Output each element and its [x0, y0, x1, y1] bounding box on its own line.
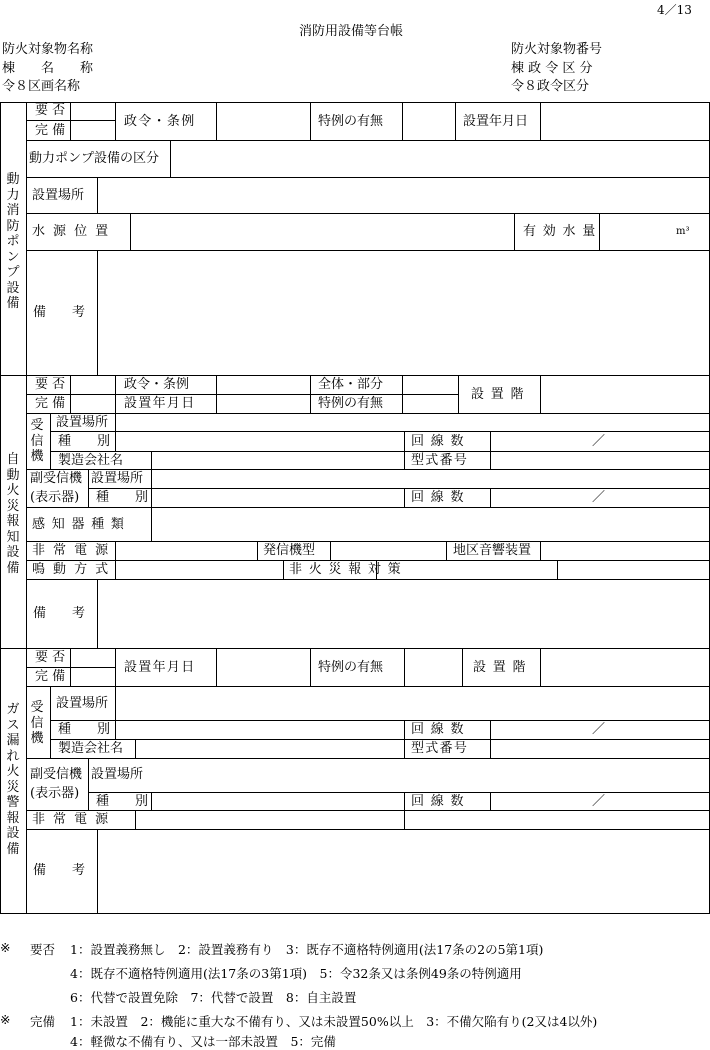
gas-sub-display-label: (表示器)	[30, 786, 80, 801]
note-yohi-line-2: 4：既存不適格特例適用(法17条の3第1項) 5：令32条又は条例49条の特例適用	[70, 966, 522, 981]
pump-kubun-label: 動力ポンプ設備の区分	[29, 151, 160, 166]
fa-zentai-label: 全体・部分	[318, 377, 384, 392]
label-building-name: 防火対象物名称	[2, 42, 94, 57]
gas-maker-label: 製造会社名	[58, 741, 124, 756]
gas-sub-receiver-label: 副受信機	[30, 767, 83, 782]
label-rei8-division: 令８政令区分	[511, 79, 590, 94]
gas-tokurei-label: 特例の有無	[318, 660, 384, 675]
fa-kanchi-label: 感 知 器 種 類	[32, 517, 126, 532]
fa-sub-display-label: (表示器)	[30, 490, 80, 505]
note-mark-yohi: ※	[0, 940, 11, 955]
fa-hijo-label: 非 常 電 源	[32, 543, 111, 558]
fa-biko-label: 備 考	[33, 606, 86, 621]
fa-tokurei-label: 特例の有無	[318, 396, 384, 411]
pump-setchi-date-label: 設置年月日	[463, 114, 529, 129]
page-title: 消防用設備等台帳	[299, 24, 404, 39]
fa-yohi-label: 要 否	[35, 377, 66, 392]
gas-sub-kaisen-label: 回 線 数	[411, 794, 465, 809]
fa-maker-label: 製造会社名	[58, 453, 124, 468]
fa-basho-label: 設置場所	[56, 415, 109, 430]
gas-biko-label: 備 考	[33, 863, 86, 878]
label-building-number: 防火対象物番号	[511, 42, 603, 57]
gas-setchi-date-label: 設置年月日	[124, 660, 196, 675]
fa-shubetsu-label: 種 別	[58, 434, 111, 449]
fa-meido-label: 鳴 動 方 式	[32, 562, 111, 577]
pump-tokurei-label: 特例の有無	[318, 114, 384, 129]
fa-hikasai-label: 非 火 災 報 対 策	[289, 562, 402, 577]
note-mark-kanbi: ※	[0, 1012, 11, 1027]
fa-kaisen-label: 回 線 数	[411, 434, 465, 449]
pump-biko-label: 備 考	[33, 305, 86, 320]
fa-jushinki-label: 受信機	[30, 418, 44, 464]
pump-suigen-label: 水 源 位 置	[32, 224, 111, 239]
fa-sub-kaisen-label: 回 線 数	[411, 490, 465, 505]
note-yohi-label: 要否	[30, 942, 56, 957]
section-label-fire-alarm: 自動火災報知設備	[6, 452, 20, 576]
gas-kanbi-label: 完 備	[35, 669, 66, 684]
fa-katashiki-label: 型式番号	[411, 453, 469, 468]
note-yohi-line-1: 1：設置義務無し 2：設置義務有り 3：既存不適格特例適用(法17条の2の5第1項)	[70, 942, 544, 957]
pump-seirei-label: 政令・条例	[124, 114, 196, 129]
note-kanbi-line-2: 4：軽微な不備有り、又は一部未設置 5：完備	[70, 1034, 336, 1049]
fa-kaisen-slash: ／	[592, 434, 606, 449]
pump-yohi-label: 要 否	[35, 103, 66, 118]
section-label-gas-leak: ガス漏れ火災警報設備	[6, 702, 20, 857]
gas-kaisen-slash: ／	[592, 722, 606, 737]
gas-basho-label: 設置場所	[56, 696, 109, 711]
pump-basho-label: 設置場所	[32, 188, 85, 203]
gas-kaisen-label: 回 線 数	[411, 722, 465, 737]
gas-hijo-label: 非 常 電 源	[32, 812, 111, 827]
fa-sub-kaisen-slash: ／	[592, 490, 606, 505]
fa-hasshin-label: 発信機型	[263, 543, 316, 558]
note-yohi-line-3: 6：代替で設置免除 7：代替で設置 8：自主設置	[70, 990, 357, 1005]
pump-kanbi-label: 完 備	[35, 123, 66, 138]
fa-kanbi-label: 完 備	[35, 396, 66, 411]
fa-sub-shubetsu-label: 種 別	[96, 490, 149, 505]
gas-jushinki-label: 受信機	[30, 700, 44, 746]
note-kanbi-line-1: 1：未設置 2：機能に重大な不備有り、又は未設置50%以上 3：不備欠陥有り(2又は4以外)	[70, 1014, 598, 1029]
fa-chiku-label: 地区音響装置	[453, 543, 532, 558]
gas-kai-label: 設 置 階	[473, 660, 527, 675]
fa-kai-label: 設 置 階	[471, 387, 525, 402]
label-wing-name: 棟 名 称	[2, 61, 94, 76]
section-label-pump: 動力消防ポンプ設備	[6, 172, 20, 311]
page-number: 4／13	[657, 3, 692, 17]
label-rei8-name: 令８区画名称	[2, 79, 81, 94]
pump-yuko-label: 有 効 水 量	[523, 224, 597, 239]
gas-sub-basho-label: 設置場所	[91, 767, 144, 782]
fa-seirei-label: 政令・条例	[124, 377, 190, 392]
fa-sub-basho-label: 設置場所	[91, 471, 144, 486]
gas-yohi-label: 要 否	[35, 650, 66, 665]
gas-shubetsu-label: 種 別	[58, 722, 111, 737]
gas-katashiki-label: 型式番号	[411, 741, 469, 756]
gas-sub-shubetsu-label: 種 別	[96, 794, 149, 809]
fa-setchi-date-label: 設置年月日	[124, 396, 196, 411]
label-wing-division: 棟 政 令 区 分	[511, 61, 593, 76]
note-kanbi-label: 完備	[30, 1014, 56, 1029]
fa-sub-receiver-label: 副受信機	[30, 471, 83, 486]
pump-unit: m³	[676, 226, 690, 237]
gas-sub-kaisen-slash: ／	[592, 794, 606, 809]
